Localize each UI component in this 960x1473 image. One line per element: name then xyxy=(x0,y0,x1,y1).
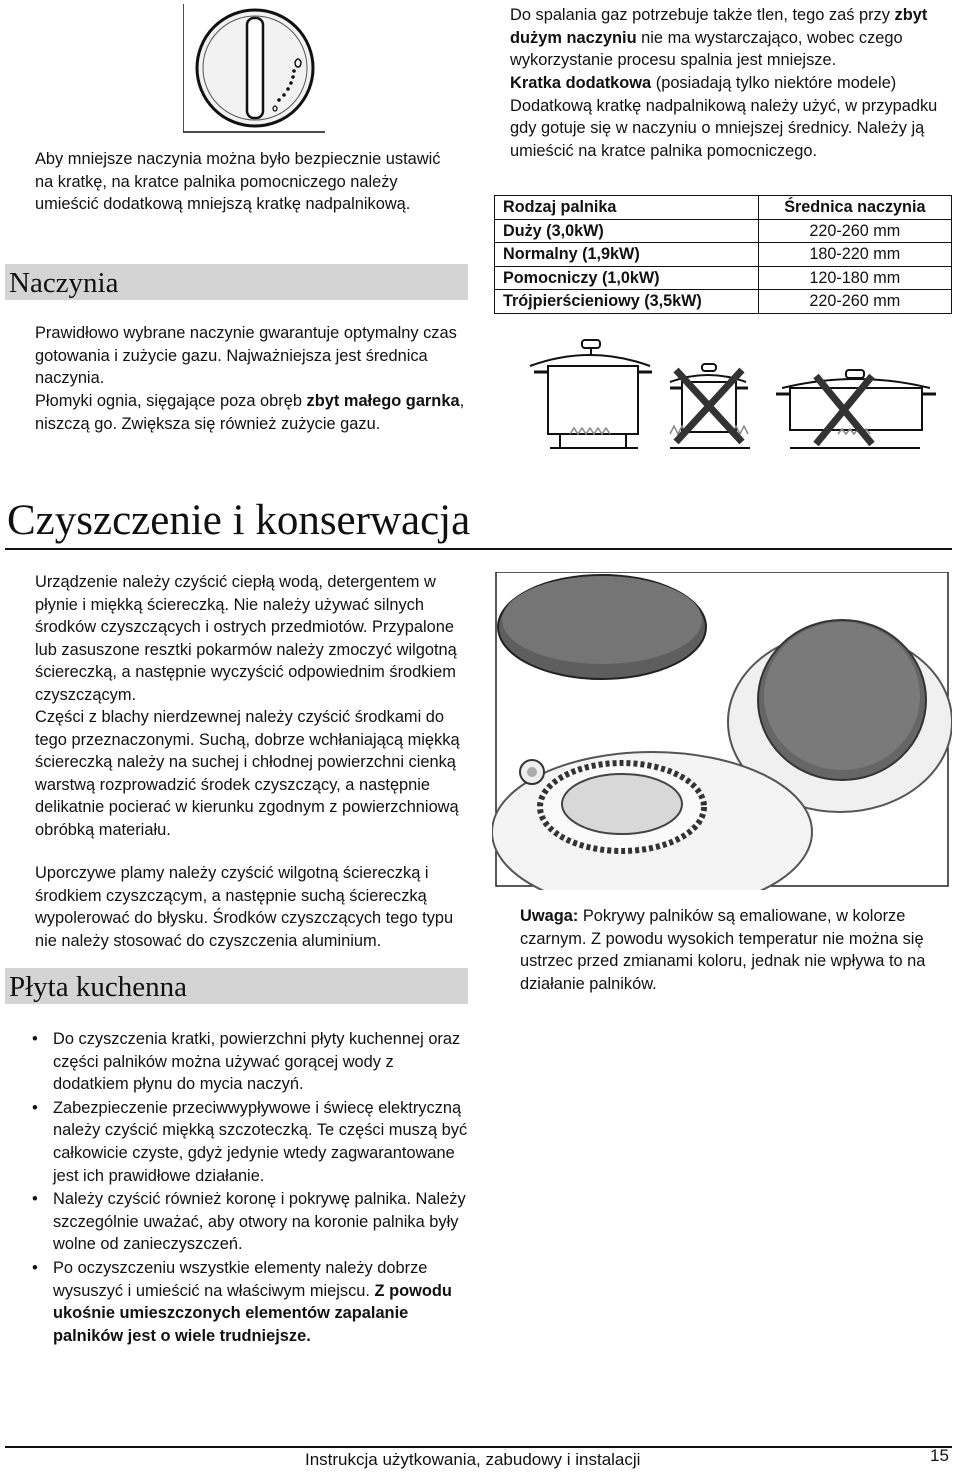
table-cell: Duży (3,0kW) xyxy=(495,219,759,243)
list-item: • Do czyszczenia kratki, powierzchni płyty kuchennej oraz części palników można używać gorącej wody z dodatkiem płynu do mycia naczyń. xyxy=(32,1030,461,1094)
list-item: • Po oczyszczeniu wszystkie elementy należy dobrze wysuszyć i umieścić na właściwym miejscu. Z powodu ukośnie umieszczonych elementów zapalanie palników jest o wiele trudniejsze. xyxy=(32,1258,452,1345)
table-row xyxy=(495,290,952,314)
extra-grate-paragraph: Kratka dodatkowa (posiadają tylko niektóre modele) Dodatkową kratkę nadpalnikową należy użyć, w przypadku gdy gotuje się w naczyniu o mniejszej średnicy. Należy ją umieścić na kratce palnika pomocniczego. xyxy=(510,74,938,160)
burner-cap-illustration xyxy=(492,572,952,890)
naczynia-paragraph-1: Prawidłowo wybrane naczynie gwarantuje optymalny czas gotowania i zużycie gazu. Najważniejsza jest średnica naczynia. xyxy=(35,324,457,388)
table-cell: 120-180 mm xyxy=(758,266,951,290)
table-row xyxy=(495,219,952,243)
naczynia-heading-bar xyxy=(5,264,468,300)
table-cell: Pomocniczy (1,0kW) xyxy=(495,266,759,290)
footer-title: Instrukcja użytkowania, zabudowy i instalacji xyxy=(305,1450,641,1469)
cleaning-paragraph-2: Części z blachy nierdzewnej należy czyścić środkami do tego przeznaczonymi. Suchą, dobrze wchłaniającą miękką ściereczką należy na suchej i chłodnej powierzchni cienką warstwą rozprowadzić środek czyszczący, a następnie delikatnie pocierać w kierunku zgodnym z powierzchniową obróbką materiału. xyxy=(35,708,460,839)
table-cell: 180-220 mm xyxy=(758,243,951,267)
table-cell: Trójpierścieniowy (3,5kW) xyxy=(495,290,759,314)
hob-heading-bar xyxy=(5,968,468,1004)
list-item: • Zabezpieczenie przeciwwypływowe i świecę elektryczną należy czyścić miękką szczoteczką. Te części muszą być całkowicie czyste, gdyż jedynie wtedy zagwarantowane jest ich prawidłowe działanie. xyxy=(32,1098,468,1185)
table-row xyxy=(495,243,952,267)
too-large-pot-icon xyxy=(776,370,936,448)
table-header-cell: Rodzaj palnika xyxy=(495,196,759,220)
table-cell: 220-260 mm xyxy=(758,219,951,243)
correct-pot-icon xyxy=(530,340,652,448)
list-item: • Należy czyścić również koronę i pokrywę palnika. Należy szczególnie uważać, aby otwory na koronie palnika były wolne od zanieczyszczeń. xyxy=(32,1190,466,1254)
note-label: Uwaga: xyxy=(520,907,579,925)
naczynia-paragraph-2: Płomyki ognia, sięgające poza obręb zbyt małego garnka, niszczą go. Zwiększa się również zużycie gazu. xyxy=(35,392,465,433)
cleaning-paragraph-1: Urządzenie należy czyścić ciepłą wodą, detergentem w płynie i miękką ściereczką. Nie należy używać silnych środków czyszczących i ostrych przedmiotów. Przypalone lub zasuszone resztki pokarmów należy zmoczyć wilgotną ściereczką, a następnie wyczyścić odpowiednim środkiem czyszczącym. xyxy=(35,573,457,704)
pots-illustration xyxy=(520,330,950,455)
naczynia-heading: Naczynia xyxy=(9,267,119,299)
table-header-cell: Średnica naczynia xyxy=(758,196,951,220)
small-pan-paragraph: Aby mniejsze naczynia można było bezpiecznie ustawić na kratkę, na kratce palnika pomocniczego należy umieścić dodatkową mniejszą kratkę nadpalnikową. xyxy=(35,150,441,214)
table-row xyxy=(495,266,952,290)
burner-size-table xyxy=(494,195,952,314)
hob-cleaning-list xyxy=(28,1028,468,1348)
knob-illustration xyxy=(183,4,325,134)
cleaning-heading: Czyszczenie i konserwacja xyxy=(7,497,471,544)
hob-heading: Płyta kuchenna xyxy=(9,971,187,1003)
heading-divider xyxy=(5,548,952,550)
table-cell: Normalny (1,9kW) xyxy=(495,243,759,267)
footer-divider xyxy=(5,1446,952,1448)
table-header-row xyxy=(495,196,952,220)
note-paragraph: Uwaga: Pokrywy palników są emaliowane, w kolorze czarnym. Z powodu wysokich temperatur nie można się ustrzec przed zmianami koloru, jednak nie wpływa to na działanie palników. xyxy=(520,907,926,993)
page-number: 15 xyxy=(930,1446,949,1465)
table-cell: 220-260 mm xyxy=(758,290,951,314)
too-small-pot-icon xyxy=(670,364,750,448)
oxygen-paragraph: Do spalania gaz potrzebuje także tlen, tego zaś przy zbyt dużym naczyniu nie ma wystarczająco, wobec czego wykorzystanie procesu spalnia jest mniejsze. xyxy=(510,6,928,70)
cleaning-paragraph-3: Uporczywe plamy należy czyścić wilgotną ściereczką i środkiem czyszczącym, a następnie suchą ściereczką wypolerować do błysku. Środków czyszczących tego typu nie należy stosować do czyszczenia aluminium. xyxy=(35,864,454,950)
